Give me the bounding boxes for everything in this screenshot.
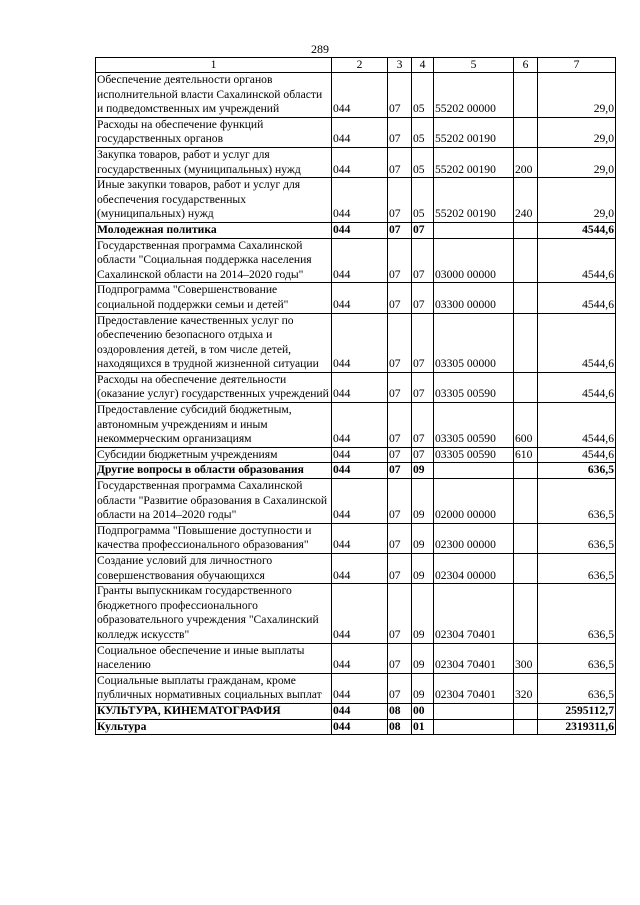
row-type-cell: 240: [514, 178, 538, 223]
row-target-cell: 55202 00190: [434, 117, 514, 147]
row-section-cell: 07: [388, 238, 412, 283]
row-ministry-cell: 044: [332, 673, 388, 703]
row-subsection-cell: 07: [412, 222, 434, 238]
table-row: [96, 372, 616, 402]
row-target-cell: 02304 70401: [434, 584, 514, 643]
row-type-cell: [514, 703, 538, 719]
row-type-cell: [514, 463, 538, 479]
row-name-cell: Расходы на обеспечение функций государственных органов: [96, 117, 332, 147]
row-subsection-cell: 07: [412, 283, 434, 313]
row-ministry-cell: 044: [332, 403, 388, 448]
row-section-cell: 07: [388, 584, 412, 643]
table-row: [96, 554, 616, 584]
row-subsection-cell: 00: [412, 703, 434, 719]
row-type-cell: [514, 554, 538, 584]
row-name-cell: Подпрограмма "Совершенствование социальной поддержки семьи и детей": [96, 283, 332, 313]
row-target-cell: [434, 703, 514, 719]
row-section-cell: 07: [388, 479, 412, 524]
row-ministry-cell: 044: [332, 584, 388, 643]
row-target-cell: 55202 00190: [434, 178, 514, 223]
row-name-cell: Культура: [96, 719, 332, 735]
row-amount-cell: 636,5: [538, 463, 616, 479]
row-type-cell: 320: [514, 673, 538, 703]
row-section-cell: 07: [388, 673, 412, 703]
row-target-cell: 02304 70401: [434, 673, 514, 703]
row-ministry-cell: 044: [332, 463, 388, 479]
header-cell-5: 5: [434, 58, 514, 73]
row-subsection-cell: 05: [412, 147, 434, 177]
budget-table: [95, 57, 616, 735]
table-row: [96, 147, 616, 177]
row-type-cell: 600: [514, 403, 538, 448]
row-ministry-cell: 044: [332, 238, 388, 283]
row-name-cell: Обеспечение деятельности органов исполнительной власти Сахалинской области и подведомственных им учреждений: [96, 73, 332, 118]
table-row: [96, 673, 616, 703]
row-type-cell: [514, 313, 538, 372]
table-row: [96, 447, 616, 463]
row-amount-cell: 636,5: [538, 554, 616, 584]
row-amount-cell: 4544,6: [538, 313, 616, 372]
row-subsection-cell: 05: [412, 73, 434, 118]
row-ministry-cell: 044: [332, 523, 388, 553]
table-row: [96, 178, 616, 223]
row-name-cell: КУЛЬТУРА, КИНЕМАТОГРАФИЯ: [96, 703, 332, 719]
row-name-cell: Молодежная политика: [96, 222, 332, 238]
row-amount-cell: 29,0: [538, 147, 616, 177]
row-section-cell: 07: [388, 178, 412, 223]
row-subsection-cell: 09: [412, 584, 434, 643]
row-ministry-cell: 044: [332, 703, 388, 719]
row-target-cell: 03000 00000: [434, 238, 514, 283]
row-section-cell: 07: [388, 554, 412, 584]
row-subsection-cell: 05: [412, 117, 434, 147]
row-amount-cell: 636,5: [538, 523, 616, 553]
row-subsection-cell: 07: [412, 238, 434, 283]
row-amount-cell: 29,0: [538, 178, 616, 223]
row-amount-cell: 29,0: [538, 73, 616, 118]
table-row: [96, 117, 616, 147]
row-amount-cell: 636,5: [538, 643, 616, 673]
row-target-cell: [434, 222, 514, 238]
row-name-cell: Расходы на обеспечение деятельности (оказание услуг) государственных учреждений: [96, 372, 332, 402]
row-type-cell: [514, 283, 538, 313]
row-subsection-cell: 09: [412, 673, 434, 703]
row-name-cell: Закупка товаров, работ и услуг для государственных (муниципальных) нужд: [96, 147, 332, 177]
row-target-cell: 02300 00000: [434, 523, 514, 553]
header-cell-2: 2: [332, 58, 388, 73]
row-type-cell: 300: [514, 643, 538, 673]
row-subsection-cell: 09: [412, 643, 434, 673]
row-amount-cell: 636,5: [538, 479, 616, 524]
row-amount-cell: 2595112,7: [538, 703, 616, 719]
row-type-cell: [514, 523, 538, 553]
row-amount-cell: 4544,6: [538, 447, 616, 463]
page-number: 289: [311, 42, 329, 56]
header-cell-7: 7: [538, 58, 616, 73]
row-amount-cell: 4544,6: [538, 222, 616, 238]
row-target-cell: 03305 00590: [434, 372, 514, 402]
row-type-cell: [514, 238, 538, 283]
row-type-cell: [514, 117, 538, 147]
row-ministry-cell: 044: [332, 73, 388, 118]
row-section-cell: 07: [388, 147, 412, 177]
table-row: [96, 523, 616, 553]
row-ministry-cell: 044: [332, 117, 388, 147]
row-subsection-cell: 09: [412, 554, 434, 584]
row-section-cell: 07: [388, 372, 412, 402]
row-ministry-cell: 044: [332, 643, 388, 673]
row-target-cell: 55202 00190: [434, 147, 514, 177]
row-section-cell: 07: [388, 447, 412, 463]
row-name-cell: Государственная программа Сахалинской области "Социальная поддержка населения Сахалинской области на 2014–2020 годы": [96, 238, 332, 283]
row-section-cell: 07: [388, 283, 412, 313]
header-cell-6: 6: [514, 58, 538, 73]
row-ministry-cell: 044: [332, 719, 388, 735]
table-row: [96, 238, 616, 283]
row-amount-cell: 4544,6: [538, 403, 616, 448]
row-name-cell: Подпрограмма "Повышение доступности и качества профессионального образования": [96, 523, 332, 553]
table-row: [96, 463, 616, 479]
row-section-cell: 07: [388, 643, 412, 673]
row-subsection-cell: 09: [412, 463, 434, 479]
row-amount-cell: 29,0: [538, 117, 616, 147]
row-name-cell: Гранты выпускникам государственного бюджетного профессионального образовательного учреждения "Сахалинский колледж искусств": [96, 584, 332, 643]
table-row: [96, 719, 616, 735]
row-name-cell: Государственная программа Сахалинской области "Развитие образования в Сахалинской области на 2014–2020 годы": [96, 479, 332, 524]
row-ministry-cell: 044: [332, 447, 388, 463]
row-ministry-cell: 044: [332, 554, 388, 584]
row-type-cell: 200: [514, 147, 538, 177]
row-name-cell: Социальные выплаты гражданам, кроме публичных нормативных социальных выплат: [96, 673, 332, 703]
row-subsection-cell: 09: [412, 523, 434, 553]
row-name-cell: Иные закупки товаров, работ и услуг для обеспечения государственных (муниципальных) нужд: [96, 178, 332, 223]
header-cell-4: 4: [412, 58, 434, 73]
table-row: [96, 403, 616, 448]
row-subsection-cell: 07: [412, 372, 434, 402]
row-type-cell: [514, 222, 538, 238]
row-target-cell: 02304 00000: [434, 554, 514, 584]
row-name-cell: Другие вопросы в области образования: [96, 463, 332, 479]
row-target-cell: 03305 00000: [434, 313, 514, 372]
row-section-cell: 07: [388, 313, 412, 372]
row-type-cell: [514, 372, 538, 402]
row-section-cell: 07: [388, 463, 412, 479]
header-cell-3: 3: [388, 58, 412, 73]
row-target-cell: 02000 00000: [434, 479, 514, 524]
table-row: [96, 73, 616, 118]
row-type-cell: [514, 479, 538, 524]
row-target-cell: 03305 00590: [434, 403, 514, 448]
row-name-cell: Социальное обеспечение и иные выплаты населению: [96, 643, 332, 673]
row-section-cell: 07: [388, 222, 412, 238]
row-type-cell: 610: [514, 447, 538, 463]
table-row: [96, 313, 616, 372]
row-ministry-cell: 044: [332, 222, 388, 238]
row-subsection-cell: 05: [412, 178, 434, 223]
row-section-cell: 08: [388, 703, 412, 719]
row-amount-cell: 636,5: [538, 584, 616, 643]
row-subsection-cell: 01: [412, 719, 434, 735]
row-subsection-cell: 09: [412, 479, 434, 524]
row-section-cell: 07: [388, 403, 412, 448]
row-section-cell: 07: [388, 523, 412, 553]
table-row: [96, 479, 616, 524]
row-ministry-cell: 044: [332, 283, 388, 313]
table-row: [96, 643, 616, 673]
row-target-cell: 03305 00590: [434, 447, 514, 463]
row-target-cell: [434, 719, 514, 735]
row-ministry-cell: 044: [332, 313, 388, 372]
row-section-cell: 07: [388, 73, 412, 118]
row-subsection-cell: 07: [412, 447, 434, 463]
table-row: [96, 283, 616, 313]
row-amount-cell: 2319311,6: [538, 719, 616, 735]
row-section-cell: 08: [388, 719, 412, 735]
row-amount-cell: 636,5: [538, 673, 616, 703]
row-target-cell: 03300 00000: [434, 283, 514, 313]
row-target-cell: [434, 463, 514, 479]
row-amount-cell: 4544,6: [538, 283, 616, 313]
row-target-cell: 02304 70401: [434, 643, 514, 673]
row-amount-cell: 4544,6: [538, 372, 616, 402]
row-name-cell: Предоставление субсидий бюджетным, автономным учреждениям и иным некоммерческим организациям: [96, 403, 332, 448]
row-ministry-cell: 044: [332, 147, 388, 177]
row-ministry-cell: 044: [332, 372, 388, 402]
table-body: [96, 58, 616, 735]
row-subsection-cell: 07: [412, 403, 434, 448]
row-ministry-cell: 044: [332, 178, 388, 223]
row-type-cell: [514, 73, 538, 118]
row-target-cell: 55202 00000: [434, 73, 514, 118]
table-header-row: [96, 58, 616, 73]
row-name-cell: Создание условий для личностного совершенствования обучающихся: [96, 554, 332, 584]
row-type-cell: [514, 584, 538, 643]
row-subsection-cell: 07: [412, 313, 434, 372]
row-type-cell: [514, 719, 538, 735]
table-row: [96, 222, 616, 238]
row-ministry-cell: 044: [332, 479, 388, 524]
row-section-cell: 07: [388, 117, 412, 147]
table-row: [96, 584, 616, 643]
row-amount-cell: 4544,6: [538, 238, 616, 283]
header-cell-1: 1: [96, 58, 332, 73]
table-row: [96, 703, 616, 719]
row-name-cell: Субсидии бюджетным учреждениям: [96, 447, 332, 463]
row-name-cell: Предоставление качественных услуг по обеспечению безопасного отдыха и оздоровления детей, в том числе детей, находящихся в трудной жизненной ситуации: [96, 313, 332, 372]
